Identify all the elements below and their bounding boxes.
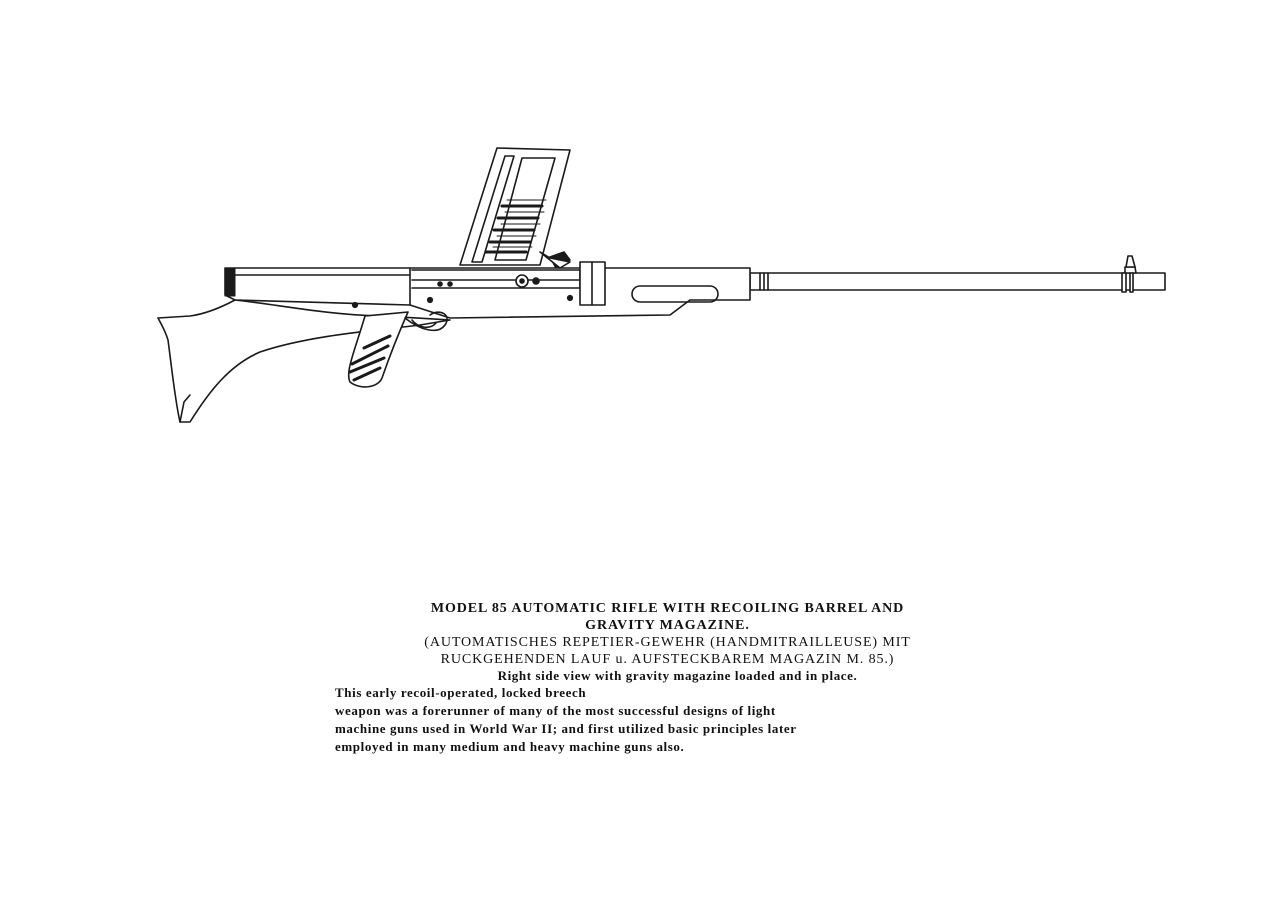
caption-title-line-1: MODEL 85 AUTOMATIC RIFLE WITH RECOILING BARREL AND: [430, 601, 905, 616]
caption-body-line-4: employed in many medium and heavy machine guns also.: [335, 739, 685, 754]
caption-body: [335, 684, 1000, 756]
rifle-illustration: [150, 140, 1180, 430]
caption-body-line-3: machine guns used in World War II; and first utilized basic principles later: [335, 721, 797, 736]
caption-german-line-2: RUCKGEHENDEN LAUF u. AUFSTECKBAREM MAGAZIN M. 85.): [440, 652, 895, 667]
caption-subtitle: Right side view with gravity magazine loaded and in place.: [497, 668, 858, 683]
caption-german-line-1: (AUTOMATISCHES REPETIER-GEWEHR (HANDMITRAILLEUSE) MIT: [424, 635, 911, 650]
caption-title-line-2: GRAVITY MAGAZINE.: [585, 618, 750, 633]
figure-caption: [335, 600, 1000, 756]
barrel: [750, 256, 1165, 292]
caption-body-line-2: weapon was a forerunner of many of the most successful designs of light: [335, 703, 776, 718]
caption-body-line-1: This early recoil-operated, locked breech: [335, 685, 587, 700]
gravity-magazine: [460, 148, 570, 268]
